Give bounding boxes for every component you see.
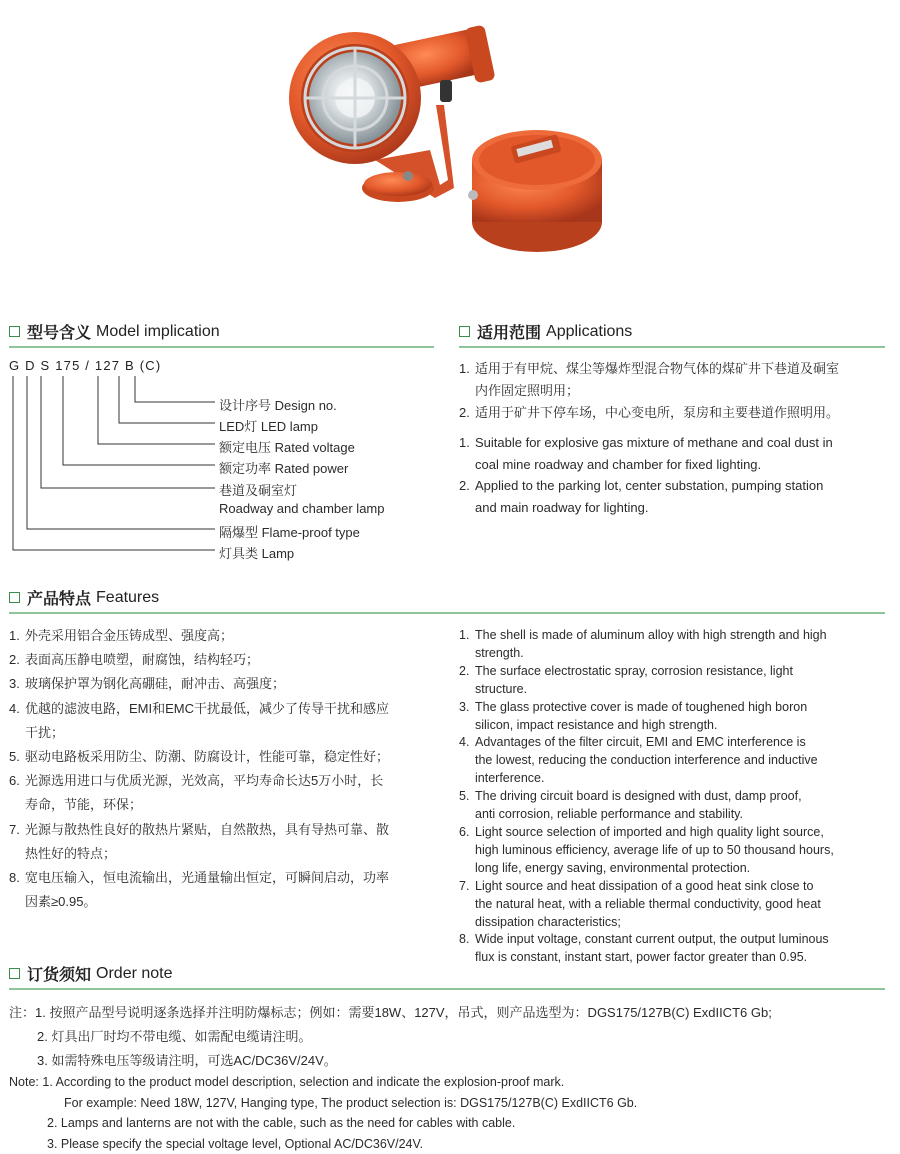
model-section-title: 型号含义 Model implication bbox=[9, 320, 220, 343]
list-item-cont: and main roadway for lighting. bbox=[459, 497, 833, 519]
order-note-cn bbox=[9, 1001, 772, 1073]
list-item: 5. The driving circuit board is designed with dust, damp proof, anti corrosion, reliable performance and stability. bbox=[459, 788, 889, 824]
features-section-title: 产品特点 Features bbox=[9, 586, 159, 609]
list-item-cont: For example: Need 18W, 127V, Hanging type, The product selection is: DGS175/127B(C) ExdIICT6 Gb. bbox=[9, 1093, 637, 1114]
list-item: 3. The glass protective cover is made of toughened high boron silicon, impact resistance and high strength. bbox=[459, 699, 889, 735]
section-divider bbox=[459, 346, 885, 348]
list-item: 注：1. 按照产品型号说明逐条选择并注明防爆标志；例如：需要18W、127V，吊式，则产品选型为：DGS175/127B(C) ExdIICT6 Gb; bbox=[9, 1001, 772, 1025]
checkbox-square-icon bbox=[9, 968, 20, 979]
model-label-roadway-en: Roadway and chamber lamp bbox=[219, 501, 384, 516]
model-label-power: 额定功率 Rated power bbox=[219, 458, 348, 477]
checkbox-square-icon bbox=[9, 592, 20, 603]
list-item: 5. 驱动电路板采用防尘、防潮、防腐设计，性能可靠，稳定性好； bbox=[9, 745, 439, 769]
list-item: 1. 适用于有甲烷、煤尘等爆炸型混合物气体的煤矿井下巷道及硐室 bbox=[459, 358, 839, 380]
checkbox-square-icon bbox=[459, 326, 470, 337]
model-label-roadway-cn: 巷道及硐室灯 bbox=[219, 480, 297, 499]
list-item: 4. 优越的滤波电路，EMI和EMC干扰最低，减少了传导干扰和感应 bbox=[9, 697, 439, 721]
list-item: 1. 外壳采用铝合金压铸成型、强度高； bbox=[9, 624, 439, 648]
list-item: 4. Advantages of the filter circuit, EMI and EMC interference is the lowest, reducing the conduction interference and inductive interference. bbox=[459, 734, 889, 788]
features-en-list bbox=[459, 627, 889, 967]
model-label-voltage: 额定电压 Rated voltage bbox=[219, 437, 355, 456]
list-item: 3. Please specify the special voltage level, Optional AC/DC36V/24V. bbox=[9, 1134, 637, 1154]
list-item: 7. 光源与散热性良好的散热片紧贴，自然散热，具有导热可靠、散 bbox=[9, 818, 439, 842]
applications-section-title: 适用范围 Applications bbox=[459, 320, 632, 343]
section-divider bbox=[9, 988, 885, 990]
applications-cn-list bbox=[459, 358, 839, 424]
list-item: 3. 玻璃保护罩为钢化高硼硅，耐冲击、高强度； bbox=[9, 672, 439, 696]
list-item: Note: 1. According to the product model description, selection and indicate the explosion-proof mark. bbox=[9, 1072, 637, 1093]
list-item: 8. 宽电压输入，恒电流输出，光通量输出恒定，可瞬间启动，功率 bbox=[9, 866, 439, 890]
model-label-led: LED灯 LED lamp bbox=[219, 416, 318, 435]
section-divider bbox=[9, 346, 434, 348]
list-item: 2. 灯具出厂时均不带电缆、如需配电缆请注明。 bbox=[9, 1025, 772, 1049]
model-tree-lines bbox=[0, 372, 220, 562]
model-label-lamp: 灯具类 Lamp bbox=[219, 543, 294, 562]
order-note-en bbox=[9, 1072, 637, 1154]
list-item: 7. Light source and heat dissipation of a good heat sink close to the natural heat, with a reliable thermal conductivity, good heat dissipation characteristics; bbox=[459, 878, 889, 932]
list-item: 2. Applied to the parking lot, center substation, pumping station bbox=[459, 475, 833, 497]
list-item-cont: 热性好的特点； bbox=[9, 842, 439, 866]
model-code: G D S 175 / 127 B (C) bbox=[9, 358, 161, 373]
list-item: 1. The shell is made of aluminum alloy with high strength and high strength. bbox=[459, 627, 889, 663]
model-label-flameproof: 隔爆型 Flame-proof type bbox=[219, 522, 360, 541]
list-item-cont: coal mine roadway and chamber for fixed lighting. bbox=[459, 454, 833, 476]
list-item: 8. Wide input voltage, constant current output, the output luminous flux is constant, instant start, power factor greater than 0.95. bbox=[459, 931, 889, 967]
section-divider bbox=[9, 612, 885, 614]
applications-en-list bbox=[459, 432, 833, 518]
list-item: 6. 光源选用进口与优质光源，光效高，平均寿命长达5万小时，长 bbox=[9, 769, 439, 793]
list-item: 3. 如需特殊电压等级请注明，可选AC/DC36V/24V。 bbox=[9, 1049, 772, 1073]
checkbox-square-icon bbox=[9, 326, 20, 337]
model-label-design-no: 设计序号 Design no. bbox=[219, 395, 337, 414]
order-note-section-title: 订货须知 Order note bbox=[9, 962, 173, 985]
list-item: 2. 表面高压静电喷塑，耐腐蚀，结构轻巧； bbox=[9, 648, 439, 672]
list-item-cont: 干扰； bbox=[9, 721, 439, 745]
list-item-cont: 因素≥0.95。 bbox=[9, 890, 439, 914]
list-item: 1. Suitable for explosive gas mixture of methane and coal dust in bbox=[459, 432, 833, 454]
list-item-cont: 寿命，节能，环保； bbox=[9, 793, 439, 817]
list-item: 6. Light source selection of imported and high quality light source, high luminous efficiency, average life of up to 50 thousand hours, long life, energy saving, environmental protection. bbox=[459, 824, 889, 878]
product-image bbox=[280, 10, 620, 260]
list-item: 2. The surface electrostatic spray, corrosion resistance, light structure. bbox=[459, 663, 889, 699]
features-cn-list bbox=[9, 624, 439, 914]
list-item: 2. Lamps and lanterns are not with the cable, such as the need for cables with cable. bbox=[9, 1113, 637, 1134]
list-item: 2. 适用于矿井下停车场，中心变电所，泵房和主要巷道作照明用。 bbox=[459, 402, 839, 424]
list-item-cont: 内作固定照明用； bbox=[459, 380, 839, 402]
